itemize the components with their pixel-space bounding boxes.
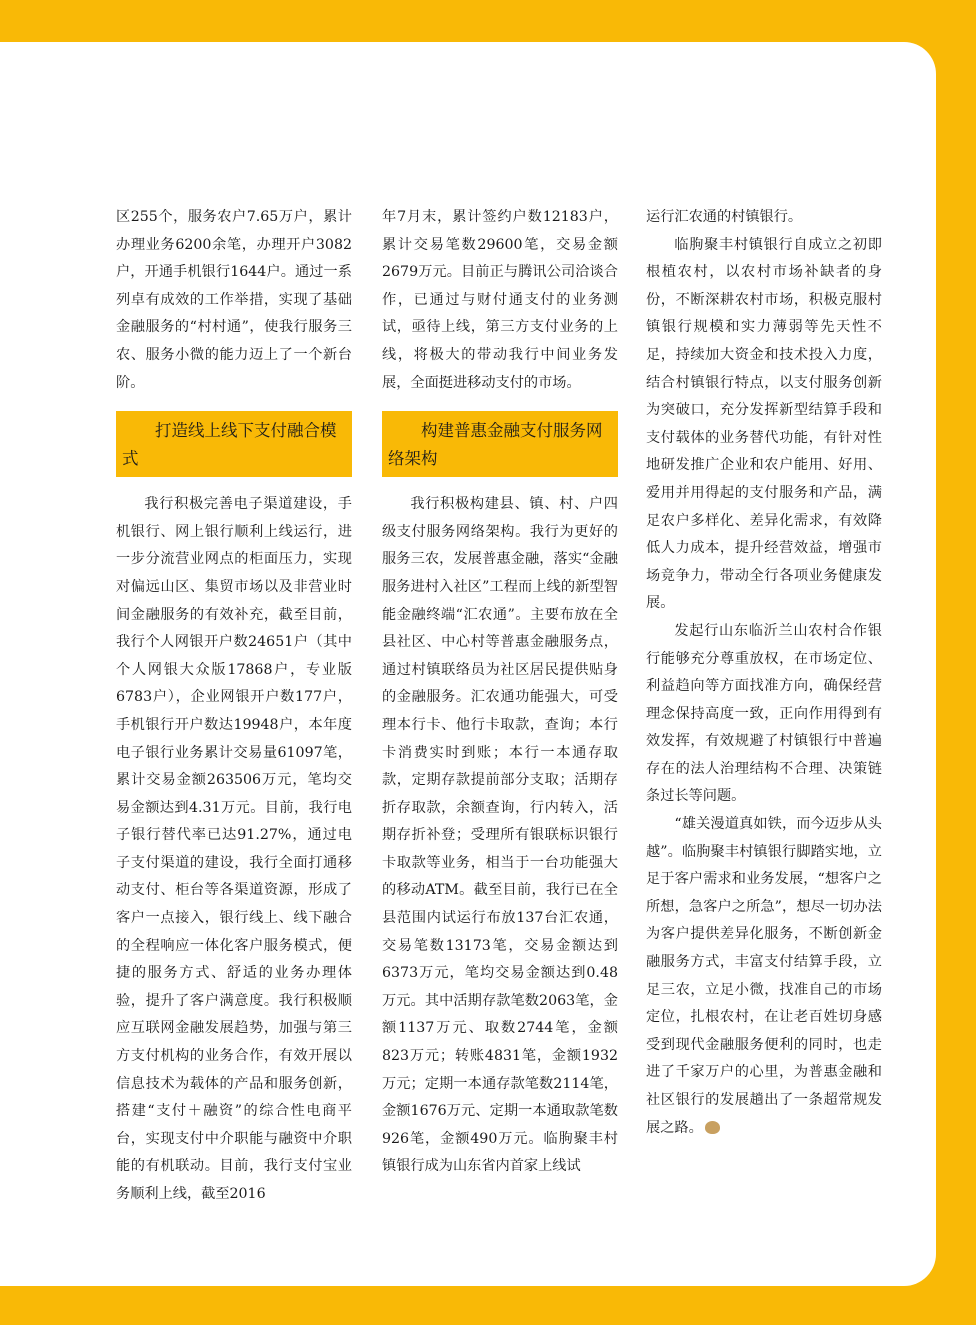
col2-paragraph-2: 我行积极构建县、镇、村、户四级支付服务网络架构。我行为更好的服务三农，发展普惠金融，落实“金融服务进村入社区”工程而上线的新型智能金融终端“汇农通”。主要布放在全县社区、中心村等普惠金融服务点，通过村镇联络员为社区居民提供贴身的金融服务。汇农通功能强大，可受理本行卡、他行卡取款，查询；本行卡消费实时到账；本行一本通存取款，定期存款提前部分支取；活期存折存取款，余额查询，行内转入，活期存折补登；受理所有银联标识银行卡取款等业务，相当于一台功能强大的移动ATM。截至目前，我行已在全县范围内试运行布放137台汇农通，交易笔数13173笔，交易金额达到6373万元，笔均交易金额达到0.48万元。其中活期存款笔数2063笔，金额1137万元、取数2744笔，金额823万元；转账4831笔，金额1932万元；定期一本通存款笔数2114笔，金额1676万元、定期一本通取款笔数926笔，金额490万元。临朐聚丰村镇银行成为山东省内首家上线试 <box>382 496 618 1175</box>
column-2 <box>382 204 618 1181</box>
col1-paragraph-1: 区255个，服务农户7.65万户，累计办理业务6200余笔，办理开户3082户，开通手机银行1644户。通过一系列卓有成效的工作举措，实现了基础金融服务的“村村通”，使我行服务三农、服务小微的能力迈上了一个新台阶。 <box>116 209 352 391</box>
end-mark-icon <box>705 1121 720 1134</box>
column-3 <box>646 204 882 1142</box>
col3-paragraph-2: 临朐聚丰村镇银行自成立之初即根植农村，以农村市场补缺者的身份，不断深耕农村市场，积极克服村镇银行规模和实力薄弱等先天性不足，持续加大资金和技术投入力度，结合村镇银行特点，以支付服务创新为突破口，充分发挥新型结算手段和支付载体的业务替代功能，有针对性地研发推广企业和农户能用、好用、爱用并用得起的支付服务和产品，满足农户多样化、差异化需求，有效降低人力成本，提升经营效益，增强市场竞争力，带动全行各项业务健康发展。 <box>646 236 882 612</box>
section-heading-2: 构建普惠金融支付服务网络架构 <box>382 411 618 477</box>
column-1 <box>116 204 352 1209</box>
section-heading-1: 打造线上线下支付融合模式 <box>116 411 352 477</box>
col3-paragraph-3: 发起行山东临沂兰山农村合作银行能够充分尊重放权，在市场定位、利益趋向等方面找准方向，确保经营理念保持高度一致，正向作用得到有效发挥，有效规避了村镇银行中普遍存在的法人治理结构不合理、决策链条过长等问题。 <box>646 622 882 805</box>
col3-paragraph-4-text: “雄关漫道真如铁，而今迈步从头越”。临朐聚丰村镇银行脚踏实地，立足于客户需求和业务发展，“想客户之所想，急客户之所急”，想尽一切办法为客户提供差异化服务，不断创新金融服务方式，丰富支付结算手段，立足三农，立足小微，找准自己的市场定位，扎根农村，在让老百姓切身感受到现代金融服务便利的同时，也走进了千家万户的心里，为普惠金融和社区银行的发展趟出了一条超常规发展之路。 <box>646 816 882 1136</box>
col3-paragraph-4 <box>646 811 882 1142</box>
col2-paragraph-1: 年7月末，累计签约户数12183户，累计交易笔数29600笔，交易金额2679万元。目前正与腾讯公司洽谈合作，已通过与财付通支付的业务测试，亟待上线，第三方支付业务的上线，将极大的带动我行中间业务发展，全面挺进移动支付的市场。 <box>382 209 618 391</box>
col1-paragraph-2: 我行积极完善电子渠道建设，手机银行、网上银行顺利上线运行，进一步分流营业网点的柜面压力，实现对偏远山区、集贸市场以及非营业时间金融服务的有效补充，截至目前，我行个人网银开户数24651户（其中个人网银大众版17868户，专业版6783户），企业网银开户数177户，手机银行开户数达19948户，本年度电子银行业务累计交易量61097笔，累计交易金额263506万元，笔均交易金额达到4.31万元。目前，我行电子银行替代率已达91.27%，通过电子支付渠道的建设，我行全面打通移动支付、柜台等各渠道资源，形成了客户一点接入，银行线上、线下融合的全程响应一体化客户服务模式，便捷的服务方式、舒适的业务办理体验，提升了客户满意度。我行积极顺应互联网金融发展趋势，加强与第三方支付机构的业务合作，有效开展以信息技术为载体的产品和服务创新，搭建“支付＋融资”的综合性电商平台，实现支付中介职能与融资中介职能的有机联动。目前，我行支付宝业务顺利上线，截至2016 <box>116 496 352 1202</box>
col3-paragraph-1: 运行汇农通的村镇银行。 <box>646 209 803 225</box>
